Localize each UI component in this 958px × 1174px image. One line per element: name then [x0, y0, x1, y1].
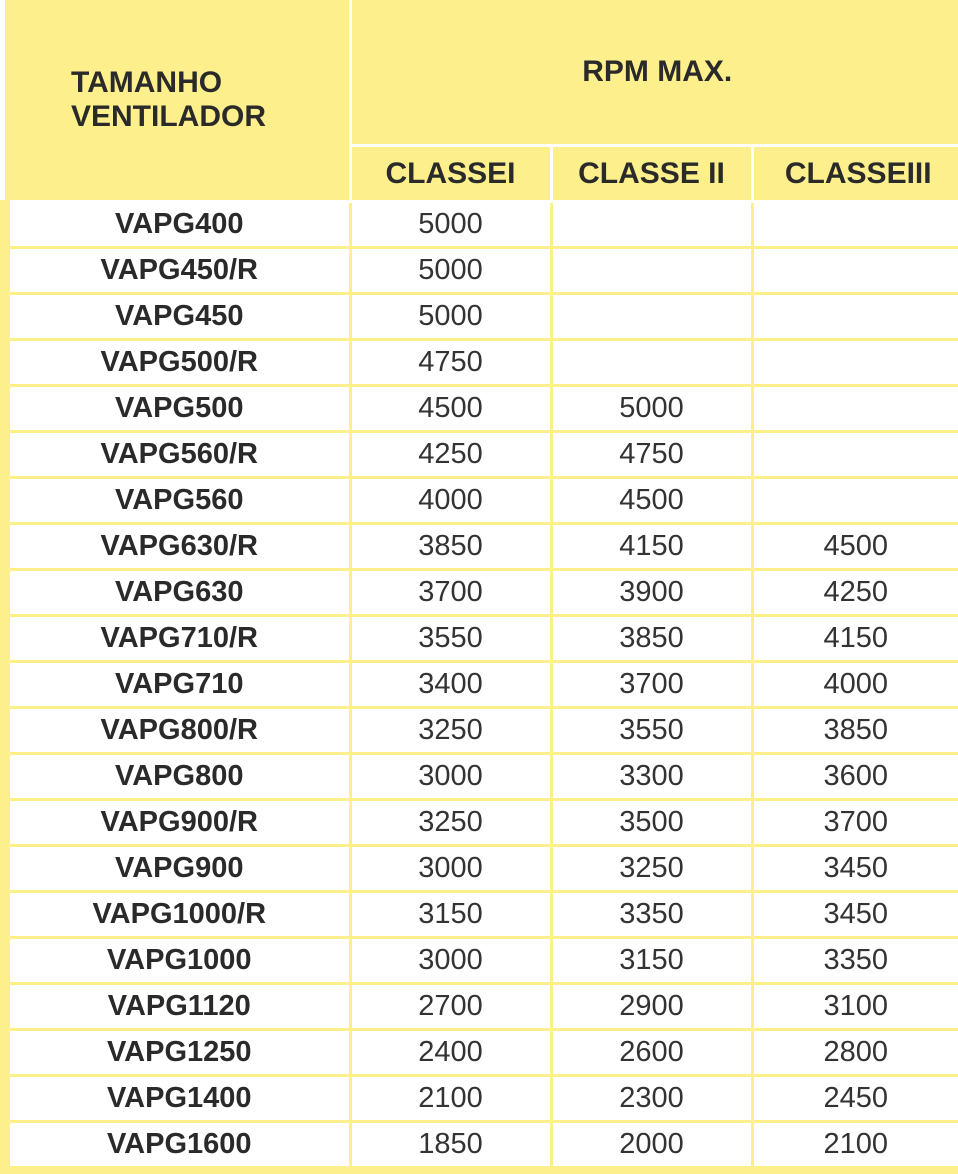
fan-size-cell: VAPG400	[5, 202, 350, 248]
rpm-class-1-cell: 4500	[350, 386, 551, 432]
rpm-class-1-cell: 5000	[350, 294, 551, 340]
rpm-class-2-cell: 3900	[551, 570, 752, 616]
rpm-class-3-cell	[752, 386, 958, 432]
table-header	[5, 0, 958, 202]
rpm-class-2-cell: 5000	[551, 386, 752, 432]
rpm-class-2-cell: 3500	[551, 800, 752, 846]
rpm-class-2-cell: 3850	[551, 616, 752, 662]
fan-size-cell: VAPG630	[5, 570, 350, 616]
fan-size-cell: VAPG560	[5, 478, 350, 524]
rpm-class-2-cell: 2900	[551, 984, 752, 1030]
rpm-class-3-cell	[752, 340, 958, 386]
table-row	[5, 846, 958, 892]
rpm-class-2-cell	[551, 340, 752, 386]
fan-size-cell: VAPG630/R	[5, 524, 350, 570]
rpm-class-3-cell: 3450	[752, 846, 958, 892]
rpm-class-3-cell: 3100	[752, 984, 958, 1030]
rpm-class-1-cell: 2400	[350, 1030, 551, 1076]
rpm-class-3-cell	[752, 432, 958, 478]
rpm-class-3-cell: 3350	[752, 938, 958, 984]
rpm-class-1-cell: 3400	[350, 662, 551, 708]
rpm-class-3-cell	[752, 248, 958, 294]
table-row	[5, 524, 958, 570]
table-row	[5, 662, 958, 708]
rpm-class-3-cell: 3850	[752, 708, 958, 754]
rpm-class-2-cell: 3300	[551, 754, 752, 800]
fan-size-cell: VAPG1000	[5, 938, 350, 984]
rpm-class-1-cell: 4250	[350, 432, 551, 478]
rpm-class-3-cell: 4250	[752, 570, 958, 616]
header-fan-size	[5, 0, 350, 202]
table-row	[5, 478, 958, 524]
rpm-class-1-cell: 3550	[350, 616, 551, 662]
table-row	[5, 938, 958, 984]
rpm-class-1-cell: 2100	[350, 1076, 551, 1122]
rpm-class-1-cell: 3000	[350, 846, 551, 892]
rpm-class-2-cell: 2600	[551, 1030, 752, 1076]
rpm-class-2-cell: 4150	[551, 524, 752, 570]
rpm-class-1-cell: 3000	[350, 938, 551, 984]
fan-size-cell: VAPG1120	[5, 984, 350, 1030]
rpm-class-3-cell: 4000	[752, 662, 958, 708]
rpm-class-3-cell: 2450	[752, 1076, 958, 1122]
rpm-class-3-cell	[752, 294, 958, 340]
header-class-1: CLASSEI	[350, 146, 551, 202]
rpm-class-1-cell: 2700	[350, 984, 551, 1030]
fan-size-cell: VAPG710	[5, 662, 350, 708]
fan-size-cell: VAPG500	[5, 386, 350, 432]
fan-size-cell: VAPG900	[5, 846, 350, 892]
fan-size-cell: VAPG1000/R	[5, 892, 350, 938]
rpm-class-1-cell: 1850	[350, 1122, 551, 1171]
fan-size-cell: VAPG710/R	[5, 616, 350, 662]
fan-size-cell: VAPG900/R	[5, 800, 350, 846]
rpm-class-1-cell: 4750	[350, 340, 551, 386]
rpm-class-1-cell: 3150	[350, 892, 551, 938]
rpm-class-3-cell: 4150	[752, 616, 958, 662]
table-row	[5, 340, 958, 386]
table-row	[5, 1122, 958, 1171]
rpm-class-2-cell	[551, 294, 752, 340]
rpm-class-1-cell: 3250	[350, 800, 551, 846]
rpm-class-3-cell: 4500	[752, 524, 958, 570]
table-row	[5, 1076, 958, 1122]
rpm-class-3-cell: 3450	[752, 892, 958, 938]
table-row	[5, 892, 958, 938]
fan-size-cell: VAPG450/R	[5, 248, 350, 294]
rpm-class-3-cell: 3700	[752, 800, 958, 846]
header-size-line2: VENTILADOR	[71, 100, 266, 133]
table-row	[5, 570, 958, 616]
rpm-class-2-cell: 3550	[551, 708, 752, 754]
fan-size-cell: VAPG800	[5, 754, 350, 800]
rpm-class-3-cell	[752, 202, 958, 248]
fan-size-cell: VAPG450	[5, 294, 350, 340]
rpm-class-2-cell: 2000	[551, 1122, 752, 1171]
rpm-class-1-cell: 5000	[350, 202, 551, 248]
rpm-class-2-cell: 3150	[551, 938, 752, 984]
rpm-class-1-cell: 5000	[350, 248, 551, 294]
table-row	[5, 754, 958, 800]
header-class-3: CLASSEIII	[752, 146, 958, 202]
fan-size-cell: VAPG560/R	[5, 432, 350, 478]
fan-size-cell: VAPG1250	[5, 1030, 350, 1076]
rpm-class-1-cell: 3250	[350, 708, 551, 754]
rpm-class-2-cell	[551, 248, 752, 294]
rpm-class-3-cell: 3600	[752, 754, 958, 800]
table-row	[5, 1030, 958, 1076]
header-rpm-max: RPM MAX.	[350, 0, 958, 146]
fan-size-cell: VAPG1600	[5, 1122, 350, 1171]
rpm-class-3-cell: 2100	[752, 1122, 958, 1171]
rpm-class-1-cell: 3000	[350, 754, 551, 800]
fan-size-cell: VAPG800/R	[5, 708, 350, 754]
table-row	[5, 294, 958, 340]
fan-size-cell: VAPG500/R	[5, 340, 350, 386]
fan-size-cell: VAPG1400	[5, 1076, 350, 1122]
rpm-class-1-cell: 3700	[350, 570, 551, 616]
table-row	[5, 248, 958, 294]
rpm-class-3-cell	[752, 478, 958, 524]
rpm-class-2-cell: 3350	[551, 892, 752, 938]
rpm-class-3-cell: 2800	[752, 1030, 958, 1076]
rpm-class-1-cell: 3850	[350, 524, 551, 570]
rpm-class-2-cell: 2300	[551, 1076, 752, 1122]
table-row	[5, 708, 958, 754]
rpm-class-2-cell	[551, 202, 752, 248]
rpm-class-2-cell: 4500	[551, 478, 752, 524]
table-row	[5, 432, 958, 478]
table-row	[5, 386, 958, 432]
table-row	[5, 984, 958, 1030]
table-body	[5, 202, 958, 1171]
rpm-class-2-cell: 3250	[551, 846, 752, 892]
table-row	[5, 202, 958, 248]
rpm-class-2-cell: 3700	[551, 662, 752, 708]
header-size-line1: TAMANHO	[71, 66, 223, 99]
table-row	[5, 616, 958, 662]
header-class-2: CLASSE II	[551, 146, 752, 202]
table-row	[5, 800, 958, 846]
rpm-class-1-cell: 4000	[350, 478, 551, 524]
rpm-class-2-cell: 4750	[551, 432, 752, 478]
